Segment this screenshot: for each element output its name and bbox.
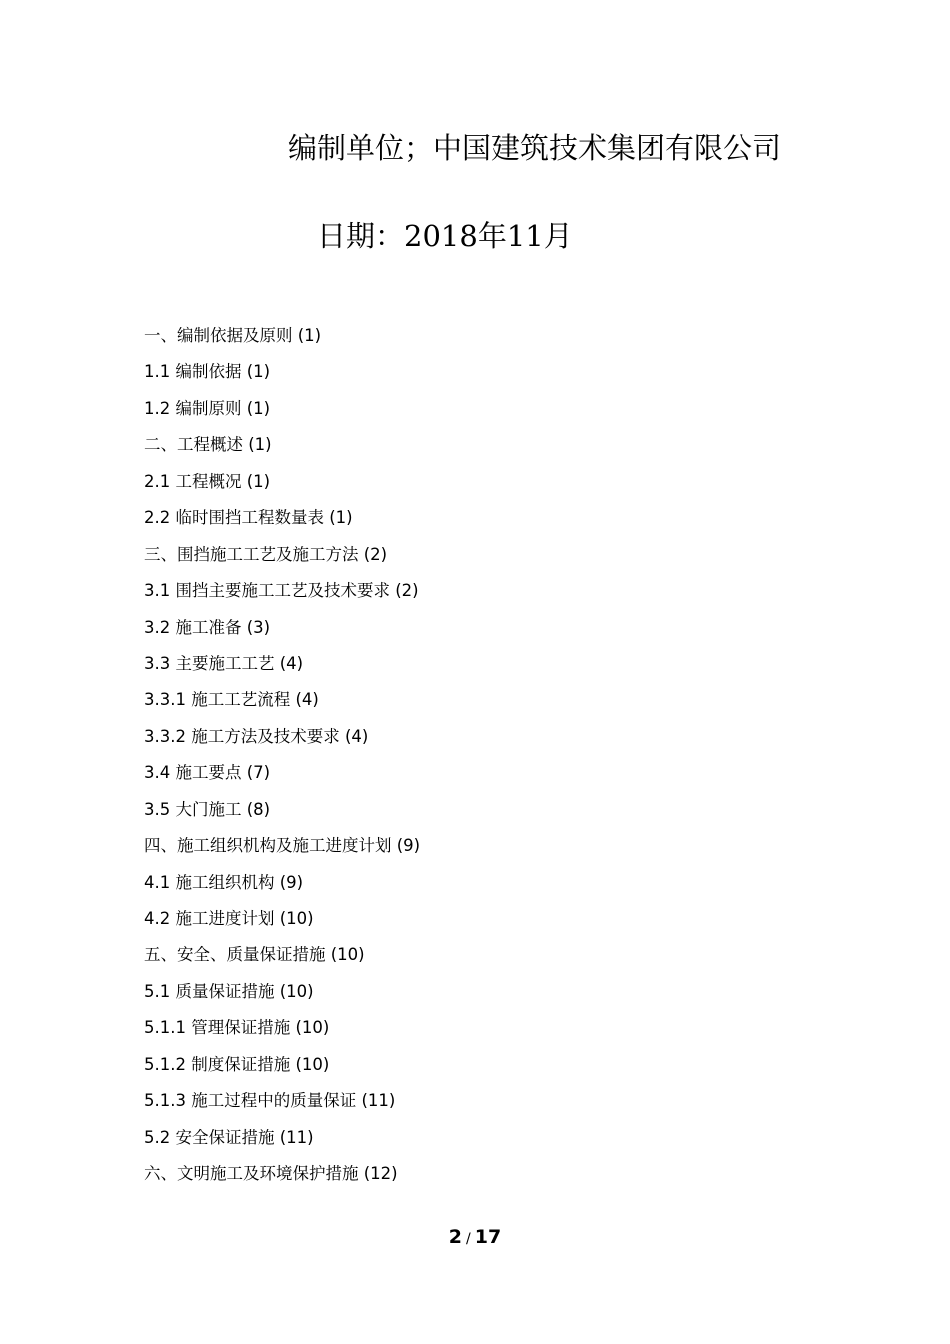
total-pages: 17 <box>474 1226 502 1248</box>
toc-item[interactable]: 3.1 围挡主要施工工艺及技术要求 (2) <box>144 581 419 601</box>
date-label: 日期： <box>317 219 405 253</box>
date-year: 2018 <box>404 219 478 253</box>
toc-item[interactable]: 5.1.2 制度保证措施 (10) <box>144 1054 330 1074</box>
date-month: 11 <box>506 219 544 253</box>
toc-item[interactable]: 2.1 工程概况 (1) <box>144 471 271 491</box>
toc-item[interactable]: 4.2 施工进度计划 (10) <box>144 909 314 928</box>
toc-item[interactable]: 一、编制依据及原则 (1) <box>144 326 322 345</box>
toc-item[interactable]: 二、工程概述 (1) <box>144 435 272 455</box>
organization-line: 编制单位；中国建筑技术集团有限公司 <box>288 131 782 165</box>
toc-item[interactable]: 三、围挡施工工艺及施工方法 (2) <box>144 544 388 564</box>
page-separator: / <box>466 1231 471 1247</box>
toc-item[interactable]: 3.4 施工要点 (7) <box>144 763 271 783</box>
toc-item[interactable]: 5.1.1 管理保证措施 (10) <box>144 1018 330 1038</box>
toc-item[interactable]: 2.2 临时围挡工程数量表 (1) <box>144 508 353 528</box>
toc-item[interactable]: 3.5 大门施工 (8) <box>144 799 271 819</box>
toc-item[interactable]: 3.3.1 施工工艺流程 (4) <box>144 690 319 710</box>
toc-item[interactable]: 四、施工组织机构及施工进度计划 (9) <box>144 836 421 856</box>
toc-item[interactable]: 5.1.3 施工过程中的质量保证 (11) <box>144 1091 396 1111</box>
toc-item[interactable]: 3.3 主要施工工艺 (4) <box>144 653 304 673</box>
toc-item[interactable]: 五、安全、质量保证措施 (10) <box>144 945 365 965</box>
toc-item[interactable]: 3.3.2 施工方法及技术要求 (4) <box>144 726 369 746</box>
toc-item[interactable]: 4.1 施工组织机构 (9) <box>144 872 304 892</box>
toc-item[interactable]: 1.2 编制原则 (1) <box>144 398 271 418</box>
toc-item[interactable]: 5.2 安全保证措施 (11) <box>144 1127 314 1147</box>
date-month-unit: 月 <box>543 219 573 253</box>
table-of-contents <box>144 322 420 1197</box>
page-number <box>0 1224 950 1252</box>
date-line <box>317 216 573 256</box>
current-page: 2 <box>448 1226 463 1248</box>
toc-item[interactable]: 1.1 编制依据 (1) <box>144 362 271 382</box>
toc-item[interactable]: 3.2 施工准备 (3) <box>144 617 271 637</box>
date-year-unit: 年 <box>477 219 507 253</box>
toc-item[interactable]: 六、文明施工及环境保护措施 (12) <box>144 1164 398 1184</box>
toc-item[interactable]: 5.1 质量保证措施 (10) <box>144 981 314 1001</box>
